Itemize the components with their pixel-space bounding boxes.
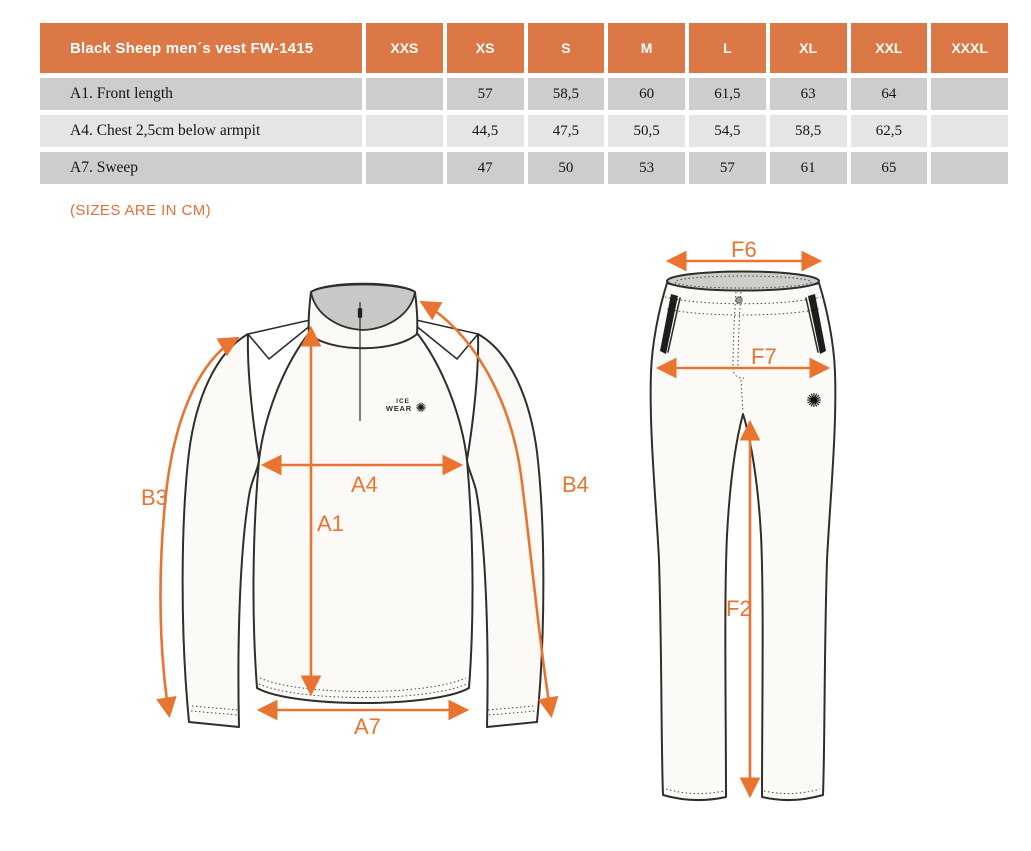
cell-a4-s: 47,5: [528, 115, 605, 147]
cell-a7-l: 57: [689, 152, 766, 184]
cell-a7-xs: 47: [447, 152, 524, 184]
size-table: [40, 23, 1008, 184]
col-header-xs: XS: [447, 23, 524, 73]
measurement-diagram: [0, 230, 1031, 851]
cell-a7-xl: 61: [770, 152, 847, 184]
cell-a1-m: 60: [608, 78, 685, 110]
sizes-note: (SIZES ARE IN CM): [70, 202, 211, 219]
cell-a4-l: 54,5: [689, 115, 766, 147]
pants-body: [651, 283, 836, 800]
row-label-a1: A1. Front length: [40, 78, 362, 110]
col-header-m: M: [608, 23, 685, 73]
vest-right-sleeve: [467, 334, 543, 727]
b3-label: B3: [141, 485, 168, 510]
a7-label: A7: [354, 714, 381, 739]
cell-a1-xxxl: [931, 78, 1008, 110]
cell-a1-xl: 63: [770, 78, 847, 110]
f7-label: F7: [751, 344, 777, 369]
cell-a4-xxs: [366, 115, 443, 147]
col-header-xxs: XXS: [366, 23, 443, 73]
cell-a7-m: 53: [608, 152, 685, 184]
cell-a7-xxl: 65: [851, 152, 928, 184]
vest-left-sleeve: [183, 334, 259, 727]
f6-label: F6: [731, 237, 757, 262]
pants-button: [736, 297, 742, 303]
cell-a1-xxl: 64: [851, 78, 928, 110]
vest-body: [253, 333, 472, 703]
pants-snowflake-icon: ✺: [806, 391, 822, 412]
row-label-a4: A4. Chest 2,5cm below armpit: [40, 115, 362, 147]
pants-drawing: [651, 237, 836, 800]
cell-a1-xs: 57: [447, 78, 524, 110]
row-label-a7: A7. Sweep: [40, 152, 362, 184]
col-header-l: L: [689, 23, 766, 73]
cell-a1-s: 58,5: [528, 78, 605, 110]
a1-label: A1: [317, 511, 344, 536]
cell-a1-l: 61,5: [689, 78, 766, 110]
vest-zipper-pull: [358, 308, 362, 318]
col-header-s: S: [528, 23, 605, 73]
logo-snowflake-icon: ✺: [415, 400, 427, 415]
vest-drawing: [141, 284, 589, 739]
cell-a7-xxxl: [931, 152, 1008, 184]
cell-a7-s: 50: [528, 152, 605, 184]
col-header-xxl: XXL: [851, 23, 928, 73]
cell-a4-xl: 58,5: [770, 115, 847, 147]
b4-label: B4: [562, 472, 589, 497]
cell-a4-xs: 44,5: [447, 115, 524, 147]
cell-a1-xxs: [366, 78, 443, 110]
a4-label: A4: [351, 472, 378, 497]
cell-a4-m: 50,5: [608, 115, 685, 147]
cell-a4-xxxl: [931, 115, 1008, 147]
cell-a7-xxs: [366, 152, 443, 184]
cell-a4-xxl: 62,5: [851, 115, 928, 147]
logo-text-ice: ICE: [396, 398, 410, 405]
logo-text-wear: WEAR: [385, 404, 412, 413]
col-header-xxxl: XXXL: [931, 23, 1008, 73]
table-title: Black Sheep men´s vest FW-1415: [40, 23, 362, 73]
f2-label: F2: [726, 596, 752, 621]
col-header-xl: XL: [770, 23, 847, 73]
